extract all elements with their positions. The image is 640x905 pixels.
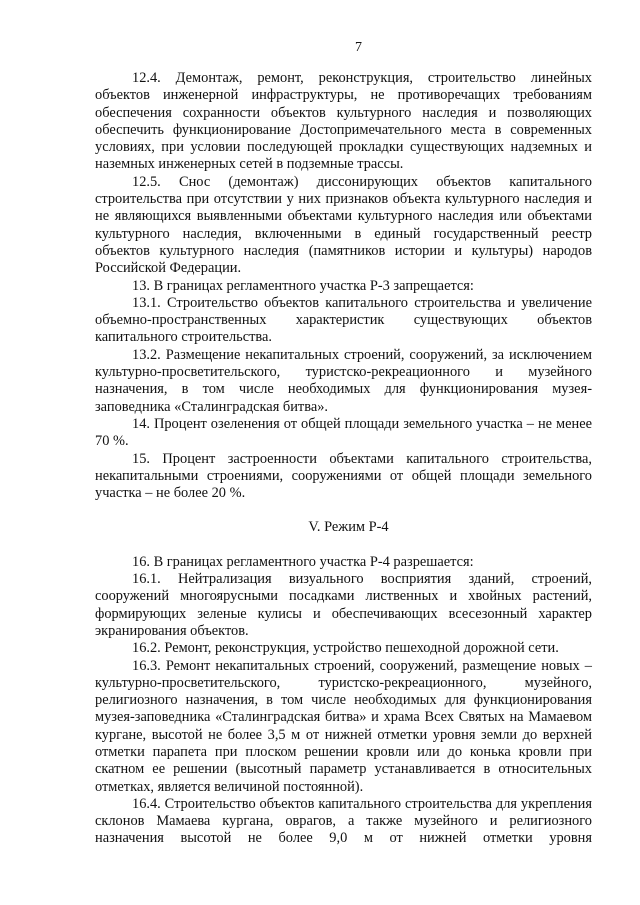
paragraph-16-3: 16.3. Ремонт некапитальных строений, сооружений, размещение новых – культурно-просветительского, туристско-рекреационного, музейного, религиозного назначения, в том числе необходимых для функционирования музея-заповедника «Сталинградская битва» и храма Всех Святых на Мамаевом кургане, высотой не более 3,5 м от нижней отметки уровня земли до верхней отметки парапета при плоском решении кровли или до конька кровли при скатном ее решении (высотный параметр устанавливается в относительных отметках, является величиной постоянной).	[95, 657, 592, 795]
paragraph-16-2: 16.2. Ремонт, реконструкция, устройство пешеходной дорожной сети.	[132, 640, 559, 657]
paragraph-16: 16. В границах регламентного участка Р-4 разрешается:	[132, 553, 474, 570]
paragraph-12-4: 12.4. Демонтаж, ремонт, реконструкция, строительство линейных объектов инженерной инфраструктуры, не противоречащих требованиям обеспечения сохранности объектов культурного наследия и позволяющих обеспечить функционирование Достопримечательного места в современных условиях, при условии последующей прокладки существующих надземных и наземных инженерных сетей в подземные трассы.	[95, 70, 592, 173]
paragraph-16-4: 16.4. Строительство объектов капитального строительства для укрепления склонов Мамаева кургана, оврагов, а также музейного и религиозного назначения высотой не более 9,0 м от нижней отметки уровня	[95, 795, 592, 847]
page-number: 7	[355, 40, 362, 55]
paragraph-13: 13. В границах регламентного участка Р-3 запрещается:	[132, 277, 474, 294]
paragraph-14: 14. Процент озеленения от общей площади земельного участка – не менее 70 %.	[95, 415, 592, 450]
paragraph-12-5: 12.5. Снос (демонтаж) диссонирующих объектов капитального строительства при отсутствии у них признаков объекта культурного наследия и не являющихся выявленными объектами культурного наследия или объектами культурного наследия, включенными в единый государственный реестр объектов культурного наследия (памятников истории и культуры) народов Российской Федерации.	[95, 173, 592, 277]
paragraph-15: 15. Процент застроенности объектами капитального строительства, некапитальными строениями, сооружениями от общей площади земельного участка – не более 20 %.	[95, 450, 592, 502]
section-heading: V. Режим Р-4	[308, 519, 389, 536]
paragraph-13-2: 13.2. Размещение некапитальных строений, сооружений, за исключением культурно-просветительского, туристско-рекреационного и музейного назначения, в том числе необходимых для функционирования музея-заповедника «Сталинградская битва».	[95, 346, 592, 415]
paragraph-16-1: 16.1. Нейтрализация визуального восприятия зданий, строений, сооружений многоярусными посадками лиственных и хвойных растений, формирующих зеленые кулисы и обеспечивающих всесезонный характер экранирования объектов.	[95, 571, 592, 639]
paragraph-13-1: 13.1. Строительство объектов капитального строительства и увеличение объемно-пространственных характеристик существующих объектов капитального строительства.	[95, 294, 592, 346]
